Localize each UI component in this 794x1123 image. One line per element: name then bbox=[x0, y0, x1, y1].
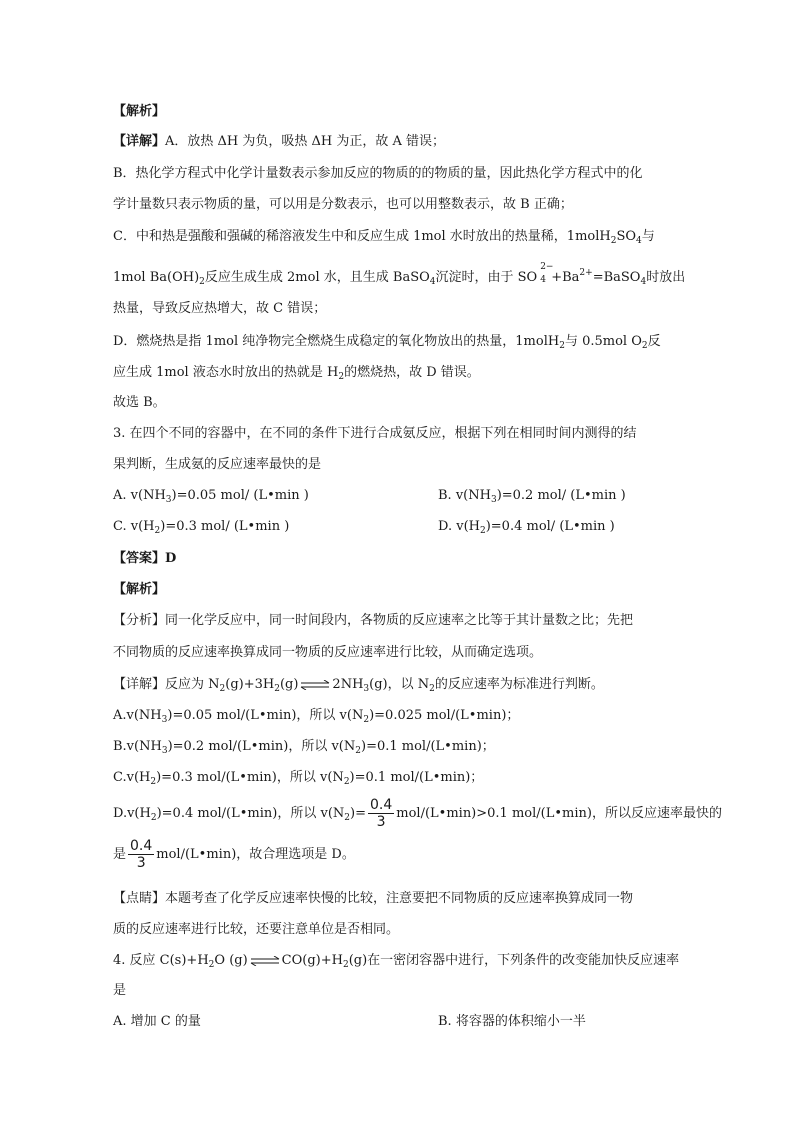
q3-calc-d-2: 是 $\frac{0.4}{3}$ mol/(L•min)，故合理选项是 D。 bbox=[113, 838, 355, 871]
jiexi-heading: 【解析】 bbox=[113, 104, 166, 119]
line-b-2: 学计量数只表示物质的量，可以用是分数表示，也可以用整数表示，故 B 正确； bbox=[113, 197, 573, 212]
q3-calc-b: $B.v(NH_3)=0.2$ mol/(L•min)，所以 $v(N_2)=0.1$ mol/(L•min)； bbox=[113, 739, 495, 756]
xiangjie-line-a: 【详解】A．放热 ΔH 为负，吸热 ΔH 为正，故 A 错误； bbox=[113, 134, 446, 149]
equilibrium-arrow-icon bbox=[300, 680, 330, 690]
line-d-2: 应生成 1mol 液态水时放出的热就是 $H_2$的燃烧热，故 D 错误。 bbox=[113, 365, 480, 382]
q4-option-b: B. 将容器的体积缩小一半 bbox=[438, 1014, 586, 1029]
q3-stem-2: 果判断，生成氨的反应速率最快的是 bbox=[113, 457, 322, 472]
q3-dianjing-2: 质的反应速率进行比较，还要注意单位是否相同。 bbox=[113, 922, 400, 937]
line-c-2: 1mol $Ba(OH)_2$反应生成生成 2mol 水，且生成 BaSO$_4$沉淀时，由于 SO 2− 4 $+Ba^{2+}=BaSO_4$时放出 bbox=[113, 262, 686, 287]
sulfate-ion-script: 2− 4 bbox=[540, 262, 554, 285]
q3-fenxi-1: 【分析】同一化学反应中，同一时间段内，各物质的反应速率之比等于其计量数之比；先把 bbox=[113, 613, 634, 628]
q3-fenxi-2: 不同物质的反应速率换算成同一物质的反应速率进行比较，从而确定选项。 bbox=[113, 645, 543, 660]
q3-option-d: D. $v(H_2)=0.4$ mol/ (L•min ) bbox=[438, 519, 615, 536]
q4-stem-1: 4. 反应 $C(s)+H_2O$ (g) $CO(g)+H_2(g)$在一密闭容器中进行，下列条件的改变能加快反应速率 bbox=[113, 953, 680, 970]
conclusion-line: 故选 B。 bbox=[113, 395, 166, 410]
q3-option-c: C. $v(H_2)=0.3$ mol/ (L•min ) bbox=[113, 519, 290, 536]
q3-jiexi-heading: 【解析】 bbox=[113, 582, 166, 597]
q3-xiangjie-reaction: 【详解】反应为 $N_2(g)+3H_2(g)$ $2NH_3(g)$，以 $N_2$的反应速率为标准进行判断。 bbox=[113, 677, 604, 694]
line-c-1: C．中和热是强酸和强碱的稀溶液发生中和反应生成 1mol 水时放出的热量稀，$1molH_2SO_4$与 bbox=[113, 229, 655, 246]
fraction-0.4-over-3-b: $\frac{0.4}{3}$ bbox=[130, 838, 153, 871]
line-b-1: B．热化学方程式中化学计量数表示参加反应的物质的的物质的量，因此热化学方程式中的化 bbox=[113, 166, 643, 181]
line-d-1: D．燃烧热是指 1mol 纯净物完全燃烧生成稳定的氧化物放出的热量，1molH$_2$与 0.5mol $O_2$反 bbox=[113, 334, 661, 351]
q3-option-b: B. $v(NH_3)=0.2$ mol/ (L•min ) bbox=[438, 488, 626, 505]
line-c-3: 热量，导致反应热增大，故 C 错误； bbox=[113, 301, 327, 316]
q4-option-a: A. 增加 C 的量 bbox=[113, 1014, 201, 1029]
q4-stem-2: 是 bbox=[113, 983, 127, 998]
q3-option-a: A. $v(NH_3)=0.05$ mol/ (L•min ) bbox=[113, 488, 309, 505]
q3-answer: 【答案】D bbox=[113, 551, 177, 566]
q3-calc-d: $D.v(H_2)=0.4$ mol/(L•min)，所以 $v(N_2)=$ $\frac{0.4}{3}$ mol/(L•min)>0.1 mol/(L•min)，所以反应速率最快的 bbox=[113, 797, 722, 830]
q3-calc-a: $A.v(NH_3)=0.05$ mol/(L•min)，所以 $v(N_2)=0.025$ mol/(L•min)； bbox=[113, 708, 520, 725]
q3-dianjing-1: 【点睛】本题考查了化学反应速率快慢的比较，注意要把不同物质的反应速率换算成同一物 bbox=[113, 891, 634, 906]
equilibrium-arrow-icon bbox=[250, 956, 280, 966]
q3-stem-1: 3. 在四个不同的容器中，在不同的条件下进行合成氨反应，根据下列在相同时间内测得的结 bbox=[113, 426, 637, 441]
q3-calc-c: $C.v(H_2)=0.3$ mol/(L•min)，所以 $v(N_2)=0.1$ mol/(L•min)； bbox=[113, 770, 484, 787]
fraction-0.4-over-3: $\frac{0.4}{3}$ bbox=[370, 797, 393, 830]
